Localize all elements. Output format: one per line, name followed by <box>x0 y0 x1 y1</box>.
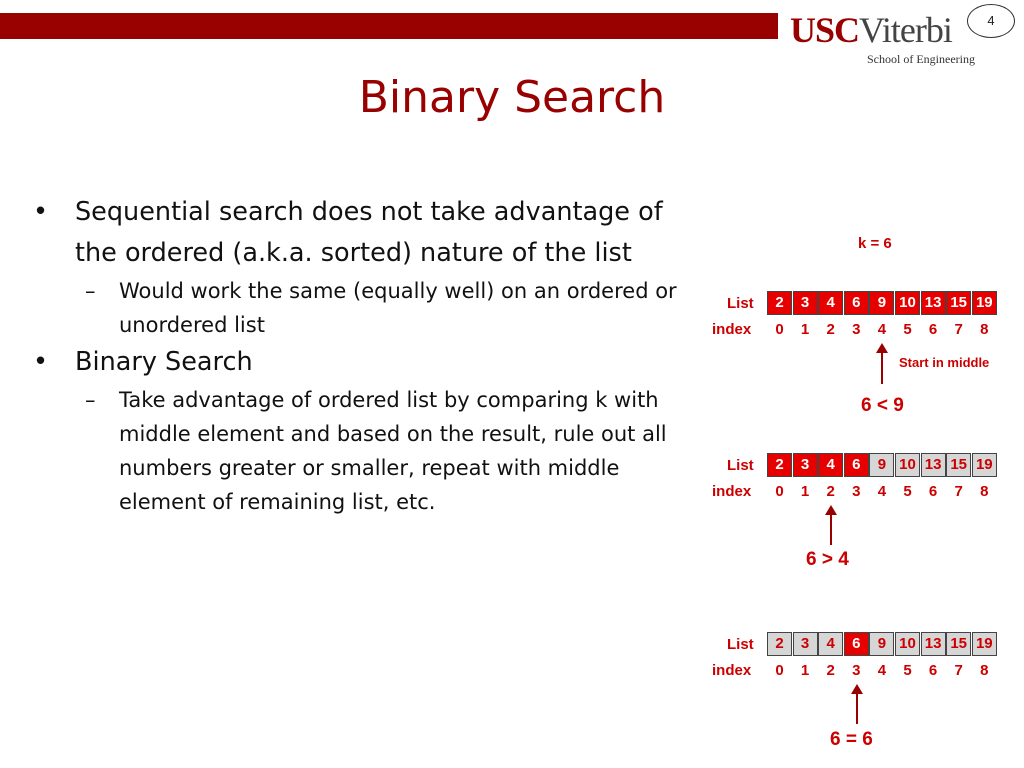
index-value: 6 <box>928 321 938 338</box>
array-cell: 10 <box>895 632 920 656</box>
array-cell: 19 <box>972 453 997 477</box>
index-value: 6 <box>928 483 938 500</box>
index-value: 5 <box>903 483 912 500</box>
index-value: 3 <box>852 662 861 679</box>
index-value: 3 <box>852 483 861 500</box>
index-value: 2 <box>826 662 835 679</box>
sub-bullet-text: Take advantage of ordered list by comparing k with middle element and based on the result, rule out all numbers greater or smaller, repeat with middle element of remaining list, etc. <box>119 388 667 514</box>
array-cell: 9 <box>869 632 894 656</box>
index-value: 7 <box>954 321 963 338</box>
index-value: 6 <box>928 662 938 679</box>
array-cell: 13 <box>921 291 946 315</box>
array-cell: 6 <box>844 632 869 656</box>
array-cell: 3 <box>793 453 818 477</box>
index-value: 4 <box>877 483 887 500</box>
sub-bullet-text: Would work the same (equally well) on an ordered or unordered list <box>119 279 677 337</box>
pointer-arrow-shaft <box>881 352 883 384</box>
index-value: 0 <box>775 662 784 679</box>
page-number: 4 <box>967 4 1015 38</box>
index-value: 0 <box>775 321 784 338</box>
pointer-arrow-shaft <box>856 693 858 724</box>
array-cell: 15 <box>946 453 971 477</box>
list-label: List <box>727 457 754 474</box>
array-cell: 10 <box>895 453 920 477</box>
array-cell: 15 <box>946 291 971 315</box>
slide-title: Binary Search <box>358 72 666 123</box>
logo-usc: USC <box>790 10 860 50</box>
array-cell: 19 <box>972 291 997 315</box>
bullet-text: Binary Search <box>75 347 253 377</box>
k-label: k = 6 <box>858 235 892 252</box>
array-cell: 2 <box>767 632 792 656</box>
index-value: 1 <box>800 321 810 338</box>
list-label: List <box>727 636 754 653</box>
array-cell: 10 <box>895 291 920 315</box>
bullet-text: Sequential search does not take advantage of the ordered (a.k.a. sorted) nature of the list <box>75 197 663 268</box>
index-label: index <box>712 662 752 679</box>
index-value: 5 <box>903 662 912 679</box>
index-value: 1 <box>800 483 810 500</box>
index-value: 2 <box>826 483 835 500</box>
index-value: 1 <box>800 662 810 679</box>
array-cell: 4 <box>818 632 843 656</box>
array-cell: 3 <box>793 632 818 656</box>
comparison-label: 6 < 9 <box>861 395 904 416</box>
array-cell: 4 <box>818 453 843 477</box>
array-cell: 6 <box>844 453 869 477</box>
array-cell: 13 <box>921 632 946 656</box>
list-label: List <box>727 295 754 312</box>
array-cell: 4 <box>818 291 843 315</box>
comparison-label: 6 > 4 <box>806 549 849 570</box>
index-value: 8 <box>980 321 989 338</box>
array-cell: 2 <box>767 291 792 315</box>
logo-viterbi: Viterbi <box>859 10 952 50</box>
array-cell: 9 <box>869 291 894 315</box>
index-value: 8 <box>980 483 989 500</box>
array-cell: 13 <box>921 453 946 477</box>
bullet-dot-icon: • <box>33 197 49 227</box>
array-cell: 19 <box>972 632 997 656</box>
array-cell: 9 <box>869 453 894 477</box>
index-label: index <box>712 483 752 500</box>
index-value: 4 <box>877 321 887 338</box>
index-value: 4 <box>877 662 887 679</box>
comparison-label: 6 = 6 <box>830 729 873 750</box>
index-value: 7 <box>954 662 963 679</box>
array-cell: 2 <box>767 453 792 477</box>
dash-icon: – <box>85 279 96 303</box>
bullet-dot-icon: • <box>33 347 49 377</box>
logo-subtitle: School of Engineering <box>867 52 975 66</box>
index-value: 2 <box>826 321 835 338</box>
index-value: 7 <box>954 483 963 500</box>
index-label: index <box>712 321 752 338</box>
index-value: 3 <box>852 321 861 338</box>
array-cell: 15 <box>946 632 971 656</box>
array-cell: 6 <box>844 291 869 315</box>
index-value: 0 <box>775 483 784 500</box>
index-value: 8 <box>980 662 989 679</box>
step-note: Start in middle <box>899 355 990 370</box>
dash-icon: – <box>85 388 96 412</box>
pointer-arrow-shaft <box>830 514 832 545</box>
index-value: 5 <box>903 321 912 338</box>
array-cell: 3 <box>793 291 818 315</box>
